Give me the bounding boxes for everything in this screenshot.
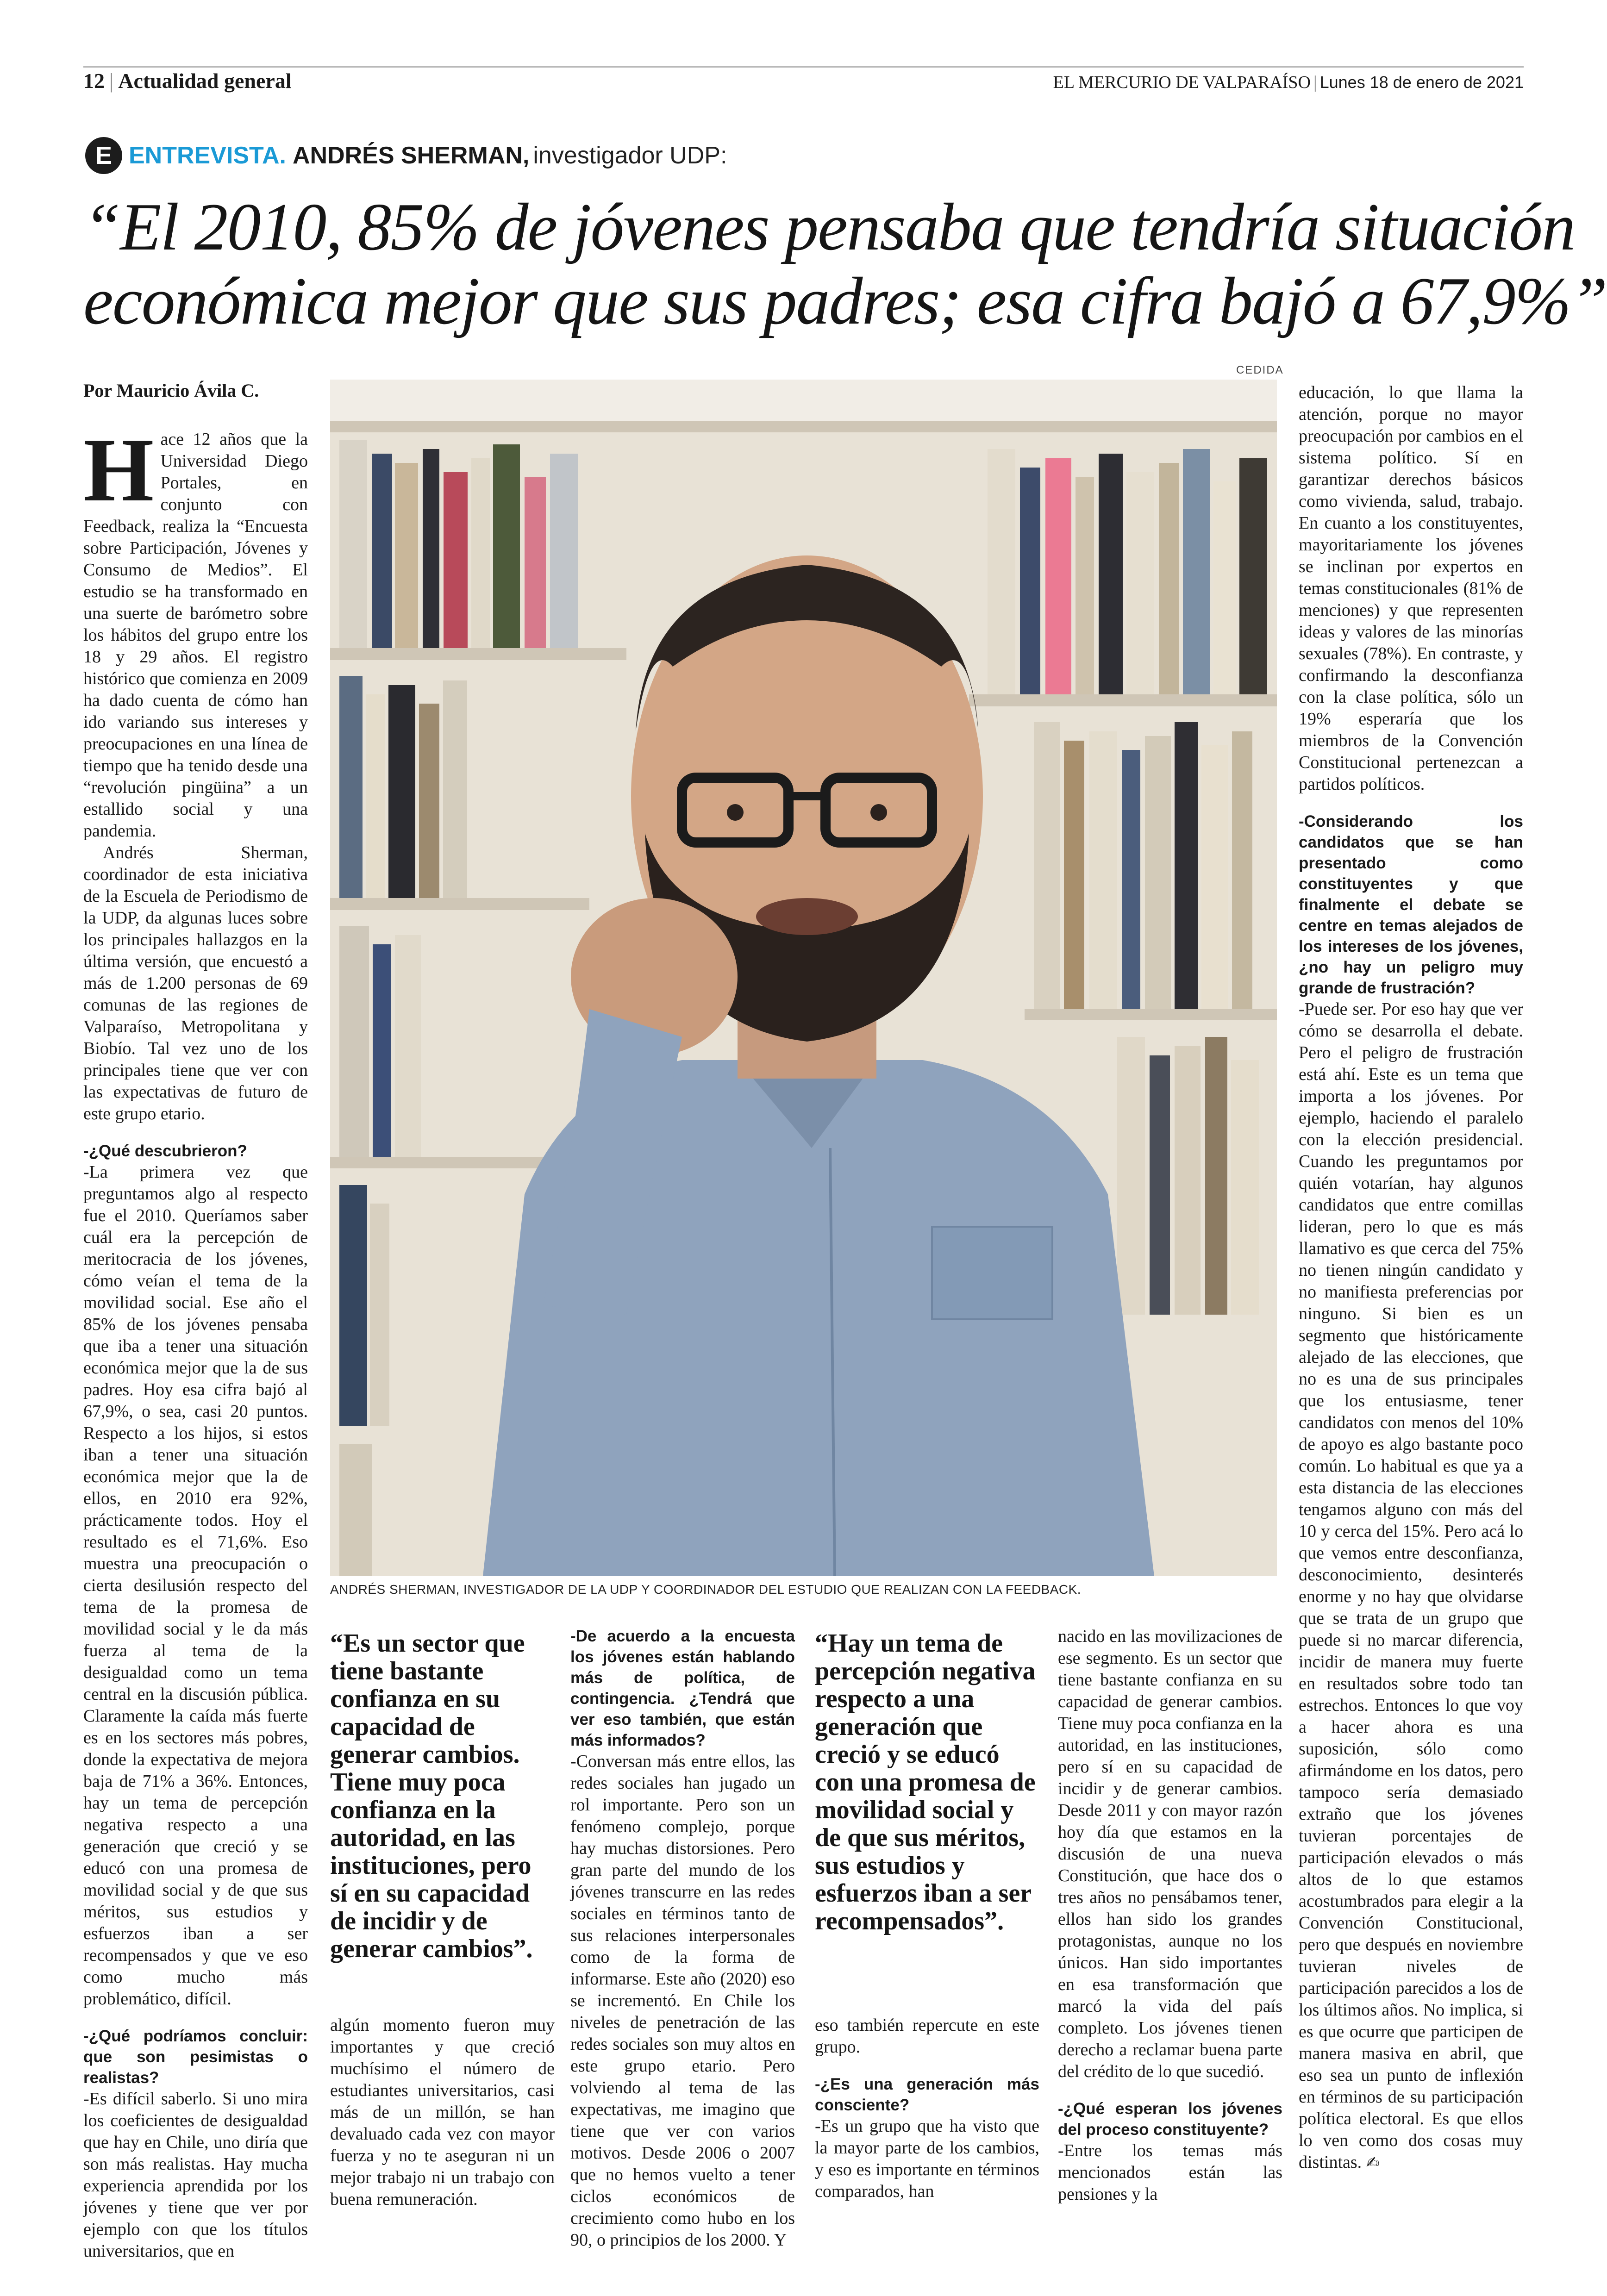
byline: Por Mauricio Ávila C.: [83, 380, 259, 401]
headline-line-1: “El 2010, 85% de jóvenes pensaba que tendría situación: [83, 189, 1575, 264]
header-separator: |: [109, 69, 114, 93]
page-header-left: [83, 69, 292, 93]
interview-answer: -Es difícil saberlo. Si uno mira los coeficientes de desigualdad que hay en Chile, uno diría que son más realistas. Hay mucha experiencia aprendida por los jóvenes y tiene que ver por ejemplo con que los títulos universitarios, que en: [83, 2089, 308, 2261]
page-header-right: [1053, 72, 1524, 93]
entrevista-badge-icon: E: [85, 137, 122, 174]
paragraph: Andrés Sherman, coordinador de esta iniciativa de la Escuela de Periodismo de la UDP, da algunas luces sobre los principales hallazgos en la última versión, que encuestó a más de 1.200 personas de 69 comunas de las regiones de Valparaíso, Metropolitana y Biobío. Tal vez uno de los principales tiene que ver con las expectativas de futuro de este grupo etario.: [83, 843, 308, 1123]
pull-quote: “Es un sector que tiene bastante confianza en su capacidad de generar cambios. Tiene muy poca confianza en la autoridad, en las instituciones, pero sí en su capacidad de incidir y de generar cambios”.: [330, 1629, 533, 1963]
portrait-photo: [330, 380, 1277, 1576]
interviewee-name: ANDRÉS SHERMAN,: [292, 142, 530, 169]
article-column-1: [83, 380, 308, 2262]
paragraph: algún momento fueron muy importantes y que creció muchísimo el número de estudiantes universitarios, casi más de un millón, se han devaluado cada vez con mayor fuerza y no te aseguran ni un mejor trabajo ni un trabajo con buena remuneración.: [330, 2015, 555, 2209]
interview-question: -De acuerdo a la encuesta los jóvenes están hablando más de política, de contingencia. ¿Tendrá que ver eso también, que están más informados?: [570, 1627, 795, 1749]
article-column-6: [1299, 382, 1523, 2174]
interview-question: -¿Qué descubrieron?: [83, 1142, 247, 1160]
interview-question: -Considerando los candidatos que se han presentado como constituyentes y que finalmente el debate se centre en temas alejados de los intereses de los jóvenes, ¿no hay un peligro muy grande de frustración?: [1299, 812, 1523, 997]
interview-answer: -Conversan más entre ellos, las redes sociales han jugado un rol importante. Pero son un fenómeno complejo, porque hay muchas distorsiones. Pero gran parte del mundo de los jóvenes transcurre en las redes sociales en términos tanto de sus relaciones interpersonales como de la forma de informarse. Este año (2020) eso se incrementó. En Chile los niveles de penetración de las redes sociales son muy altos en este grupo etario. Pero volviendo al tema de las expectativas, me imagino que tiene que ver con varios motivos. Desde 2006 o 2007 que no hemos vuelto a tener ciclos económicos de crecimiento como hubo en los 90, o principios de los 2000. Y: [570, 1752, 795, 2250]
article-column-3: [570, 1626, 795, 2251]
article-kicker: [85, 135, 727, 176]
interview-answer: -La primera vez que preguntamos algo al respecto fue el 2010. Queríamos saber cuál era la percepción de meritocracia de los jóvenes, cómo veían el tema de la movilidad social. Ese año el 85% de los jóvenes pensaba que iba a tener una situación económica mejor que la de sus padres. Hoy esa cifra bajó al 67,9%, o sea, casi 20 puntos. Respecto a los hijos, si estos iban a tener una situación económica mejor que la de ellos, en 2010 era 92%, prácticamente todos. Hoy el resultado es el 71,6%. Eso muestra una preocupación o cierta desilusión respecto del tema de la promesa de movilidad social y le da más fuerza al tema de la desigualdad como un tema central en la discusión pública. Claramente la caída más fuerte es en los sectores más pobres, donde la expectativa de mejora baja de 71% a 36%. Entonces, hay un tema de percepción negativa respecto a una generación que creció y se educó con una promesa de movilidad social y de que sus méritos, sus estudios y esfuerzos iban a ser recompensados y que ve eso como mucho más problemático, difícil.: [83, 1162, 308, 2009]
photo-caption: ANDRÉS SHERMAN, INVESTIGADOR DE LA UDP Y COORDINADOR DEL ESTUDIO QUE REALIZAN CON LA FEEDBACK.: [330, 1582, 1082, 1597]
portrait-illustration: [330, 380, 1277, 1576]
interview-answer: [1299, 998, 1523, 2174]
intro-paragraph: [83, 420, 308, 842]
article-column-5: [1058, 1626, 1282, 2205]
kicker-section: ENTREVISTA.: [129, 142, 286, 169]
section-name: Actualidad general: [118, 69, 292, 93]
interviewee-role: investigador UDP:: [533, 142, 727, 169]
paragraph: eso también repercute en este grupo.: [815, 2015, 1039, 2057]
header-separator: |: [1313, 73, 1317, 92]
intro-text: ace 12 años que la Universidad Diego Portales, en conjunto con Feedback, realiza la “Encuesta sobre Participación, Jóvenes y Consumo de Medios”. El estudio se ha transformado en una suerte de barómetro sobre los hábitos del grupo entre los 18 y 29 años. El registro histórico que comienza en 2009 ha dado cuenta de cómo han ido variando sus intereses y preocupaciones en una línea de tiempo que ha tenido desde una “revolución pingüina” a un estallido social y una pandemia.: [83, 430, 308, 841]
interview-question: -¿Qué podríamos concluir: que son pesimistas o realistas?: [83, 2027, 308, 2087]
header-rule: [83, 66, 1524, 68]
interview-answer: -Es un grupo que ha visto que la mayor parte de los cambios, y eso es importante en términos comparados, han: [815, 2116, 1039, 2201]
interview-question: -¿Es una generación más consciente?: [815, 2075, 1039, 2114]
answer-text: -Puede ser. Por eso hay que ver cómo se desarrolla el debate. Pero el peligro de frustración está ahí. Este es un tema que importa a los jóvenes. Por ejemplo, haciendo el paralelo con la elección presidencial. Cuando les preguntamos por quién votarían, hay algunos candidatos que entre comillas lideran, pero lo que es más llamativo es que cerca del 75% no tienen ningún candidato y no manifiesta preferencias por ninguno. Si bien es un segmento que históricamente alejado de las elecciones, que no es una de sus principales que los entusiasme, tener candidatos con menos del 10% de apoyo es algo bastante poco común. Lo habitual es que ya a esta distancia de las elecciones tengamos alguno con más del 10 y cerca del 15%. Pero acá lo que vemos entre desconfianza, desconocimiento, desinterés enorme y no hay que olvidarse que se trata de un grupo que puede si no marcar diferencia, incidir de manera muy fuerte en resultados sobre todo tan estrechos. Entonces lo que voy a hacer ahora es una suposición, sólo como afirmándome en los datos, pero tampoco sería demasiado extraño que los jóvenes tuvieran porcentajes de participación elevados o más altos de lo que estamos acostumbrados para elegir a la Convención Constitucional, pero que después en noviembre tuvieran niveles de participación parecidos a los de los últimos años. No implica, si es que ocurre que participen de manera masiva en abril, que eso sea un punto de inflexión en términos de su participación política electoral. Es que ellos lo ven como dos cosas muy distintas.: [1299, 999, 1523, 2172]
headline: [83, 189, 1607, 338]
pull-quote: “Hay un tema de percepción negativa respecto a una generación que creció y se educó con una promesa de movilidad social y de que sus méritos, sus estudios y esfuerzos iban a ser recompensados”.: [815, 1629, 1036, 1935]
article-column-4: [815, 2015, 1039, 2202]
end-mark-icon: ✍: [1366, 2153, 1380, 2172]
interview-answer: -Entre los temas más mencionados están las pensiones y la: [1058, 2141, 1282, 2204]
newspaper-name: EL MERCURIO DE VALPARAÍSO: [1053, 73, 1311, 92]
paragraph: educación, lo que llama la atención, porque no mayor preocupación por cambios en el sistema político. Sí en garantizar derechos básicos como vivienda, salud, trabajo. En cuanto a los constituyentes, mayoritariamente los jóvenes se inclinan por expertos en temas constitucionales (81% de menciones) y que representen ideas y valores de las minorías sexuales (78%). En contraste, y confirmando la desconfianza con la clase política, sólo un 19% esperaría que los miembros de la Convención Constitucional pertenezcan a partidos políticos.: [1299, 383, 1523, 794]
headline-line-2: económica mejor que sus padres; esa cifra bajó a 67,9%”: [83, 263, 1607, 338]
page-number: 12: [83, 69, 105, 93]
interview-question: -¿Qué esperan los jóvenes del proceso constituyente?: [1058, 2100, 1282, 2139]
article-column-2: [330, 2015, 555, 2210]
photo-credit: CEDIDA: [1236, 364, 1284, 376]
publication-date: Lunes 18 de enero de 2021: [1319, 73, 1524, 92]
paragraph: nacido en las movilizaciones de ese segmento. Es un sector que tiene bastante confianza en su capacidad de generar cambios. Tiene muy poca confianza en la autoridad, en las instituciones, pero sí en su capacidad de incidir y de generar cambios. Desde 2011 y con mayor razón hoy día que estamos en la discusión de una nueva Constitución, que hace dos o tres años no pensábamos tener, ellos han sido los grandes protagonistas, aunque no los únicos. Han sido importantes en esa transformación que marcó la vida del país completo. Los jóvenes tienen derecho a reclamar buena parte del crédito de lo que sucedió.: [1058, 1627, 1282, 2081]
drop-cap: H: [83, 420, 154, 520]
